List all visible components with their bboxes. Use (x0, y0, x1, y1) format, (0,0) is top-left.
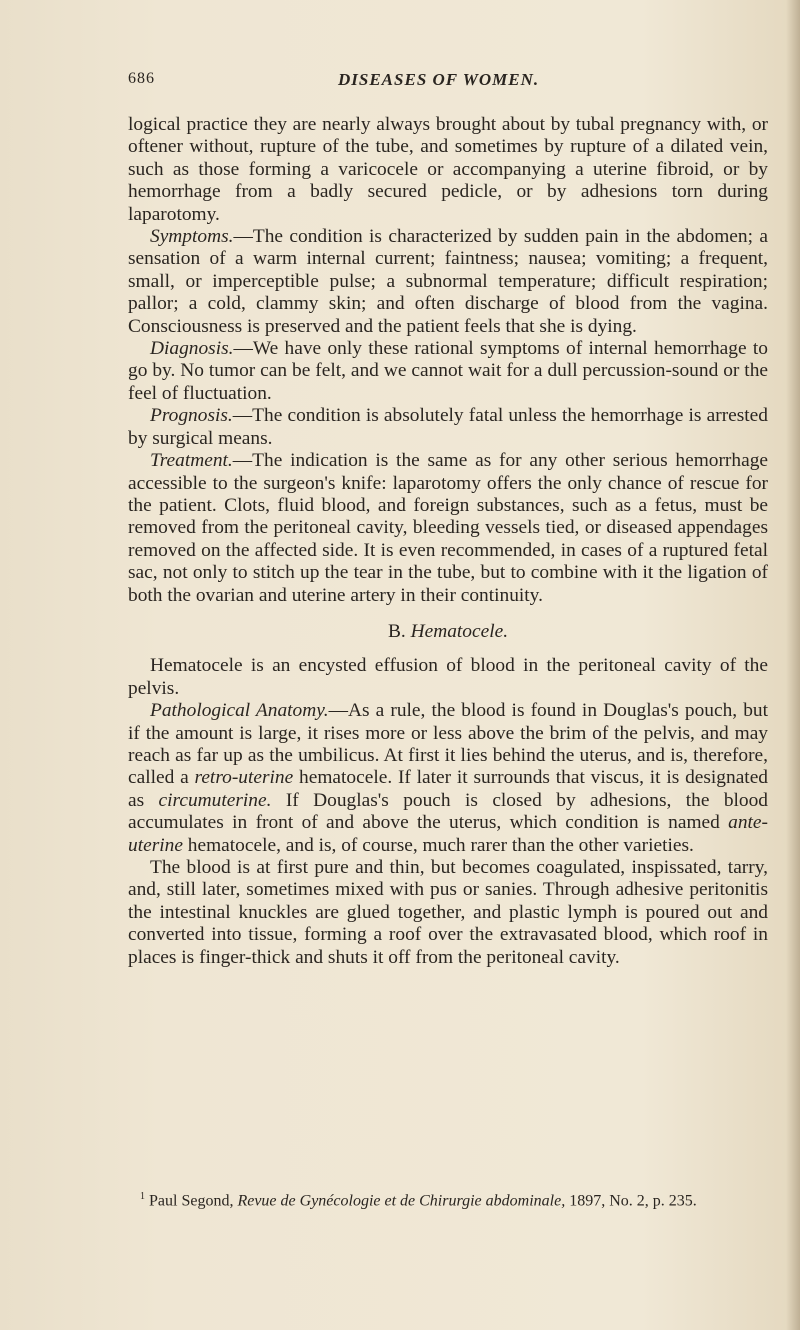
term-circumuterine: circumuterine. (158, 789, 272, 811)
paragraph-hematocele-definition (128, 655, 768, 700)
footnote-author: Paul Segond, (145, 1192, 238, 1210)
paragraph-pathological-anatomy (128, 700, 768, 857)
paragraph-lead: Symptoms. (150, 226, 234, 248)
term-retro-uterine: retro-uterine (194, 767, 294, 789)
footnote (128, 1187, 778, 1211)
paragraph-text: —As a rule, the blood is found in Douglas's pouch, but if the amount is large, it rises more or less above the brim of the pelvis, and may reach as far up as the umbilicus. At first it lies behind the uterus, and is, therefore, called a (128, 700, 769, 789)
paragraph-text: Hematocele is an encysted effusion of blood in the peritoneal cavity of the pelvis. (128, 655, 768, 699)
paragraph-lead: Pathological Anatomy. (150, 700, 329, 722)
paragraph-text: logical practice they are nearly always brought about by tubal pregnancy with, or oftener without, rupture of the tube, and sometimes by rupture of a dilated vein, such as those forming a varicocele or accompanying a uterine fibroid, or by hemorrhage from a badly secured pedicle, or by adhesions torn during laparotomy. (128, 114, 768, 225)
section-heading (128, 621, 768, 643)
paragraph-text: If Douglas's pouch is closed by adhesions, the blood accumulates in front of and above the uterus, which condition is named (128, 789, 768, 834)
term-ante-uterine: ante-uterine (128, 812, 768, 856)
paragraph-text: —We have only these rational symptoms of internal hemorrhage to go by. No tumor can be felt, and we cannot wait for a dull percussion-sound or the feel of fluctuation. (128, 338, 768, 404)
page-edge-shadow (786, 0, 800, 1330)
footnote-journal: Revue de Gynécologie et de Chirurgie abdominale, (237, 1192, 566, 1210)
page-header (128, 70, 768, 96)
paragraph-text: —The condition is characterized by sudden pain in the abdomen; a sensation of a warm internal current; faintness; nausea; vomiting; a frequent, small, or imperceptible pulse; a subnormal temperature; difficult respiration; pallor; a cold, clammy skin; and often discharge of blood from the vagina. Consciousness is preserved and the patient feels that she is dying. (128, 226, 768, 337)
paragraph-diagnosis (128, 338, 768, 405)
paragraph-lead: Treatment. (150, 450, 233, 472)
body-text (128, 114, 768, 969)
paragraph-text: hematocele, and is, of course, much rarer than the other varieties. (182, 834, 694, 856)
paragraph-blood-description (128, 857, 768, 969)
page-number: 686 (128, 70, 155, 87)
section-heading-prefix: B. (387, 620, 411, 642)
paragraph-continuation (128, 114, 768, 226)
running-head: DISEASES OF WOMEN. (338, 70, 540, 89)
paragraph-text: The blood is at first pure and thin, but becomes coagulated, inspissated, tarry, and, still later, sometimes mixed with pus or sanies. Through adhesive peritonitis the intestinal knuckles are glued together, and plastic lymph is poured out and converted into tissue, forming a roof over the extravasated blood, which roof in places is finger-thick and shuts it off from the peritoneal cavity. (128, 857, 768, 968)
paragraph-text: —The indication is the same as for any other serious hemorrhage accessible to the surgeon's knife: laparotomy offers the only chance of rescue for the patient. Clots, fluid blood, and foreign substances, such as a fetus, must be removed from the peritoneal cavity, bleeding vessels tied, or diseased appendages removed on the affected side. It is even recommended, in cases of a ruptured fetal sac, not only to stitch up the tear in the tube, but to combine with it the ligation of both the ovarian and uterine artery in their continuity. (128, 450, 768, 606)
paragraph-lead: Prognosis. (150, 405, 233, 427)
paragraph-text: —The condition is absolutely fatal unless the hemorrhage is arrested by surgical means. (128, 405, 768, 449)
paragraph-treatment (128, 450, 768, 607)
paragraph-lead: Diagnosis. (150, 338, 234, 360)
paragraph-symptoms (128, 226, 768, 338)
paragraph-prognosis (128, 405, 768, 450)
footnote-marker: 1 (140, 1191, 145, 1202)
footnote-rest: 1897, No. 2, p. 235. (565, 1192, 697, 1210)
section-heading-title: Hematocele. (410, 620, 509, 642)
paragraph-text: hematocele. If later it surrounds that viscus, it is designated as (128, 767, 768, 811)
